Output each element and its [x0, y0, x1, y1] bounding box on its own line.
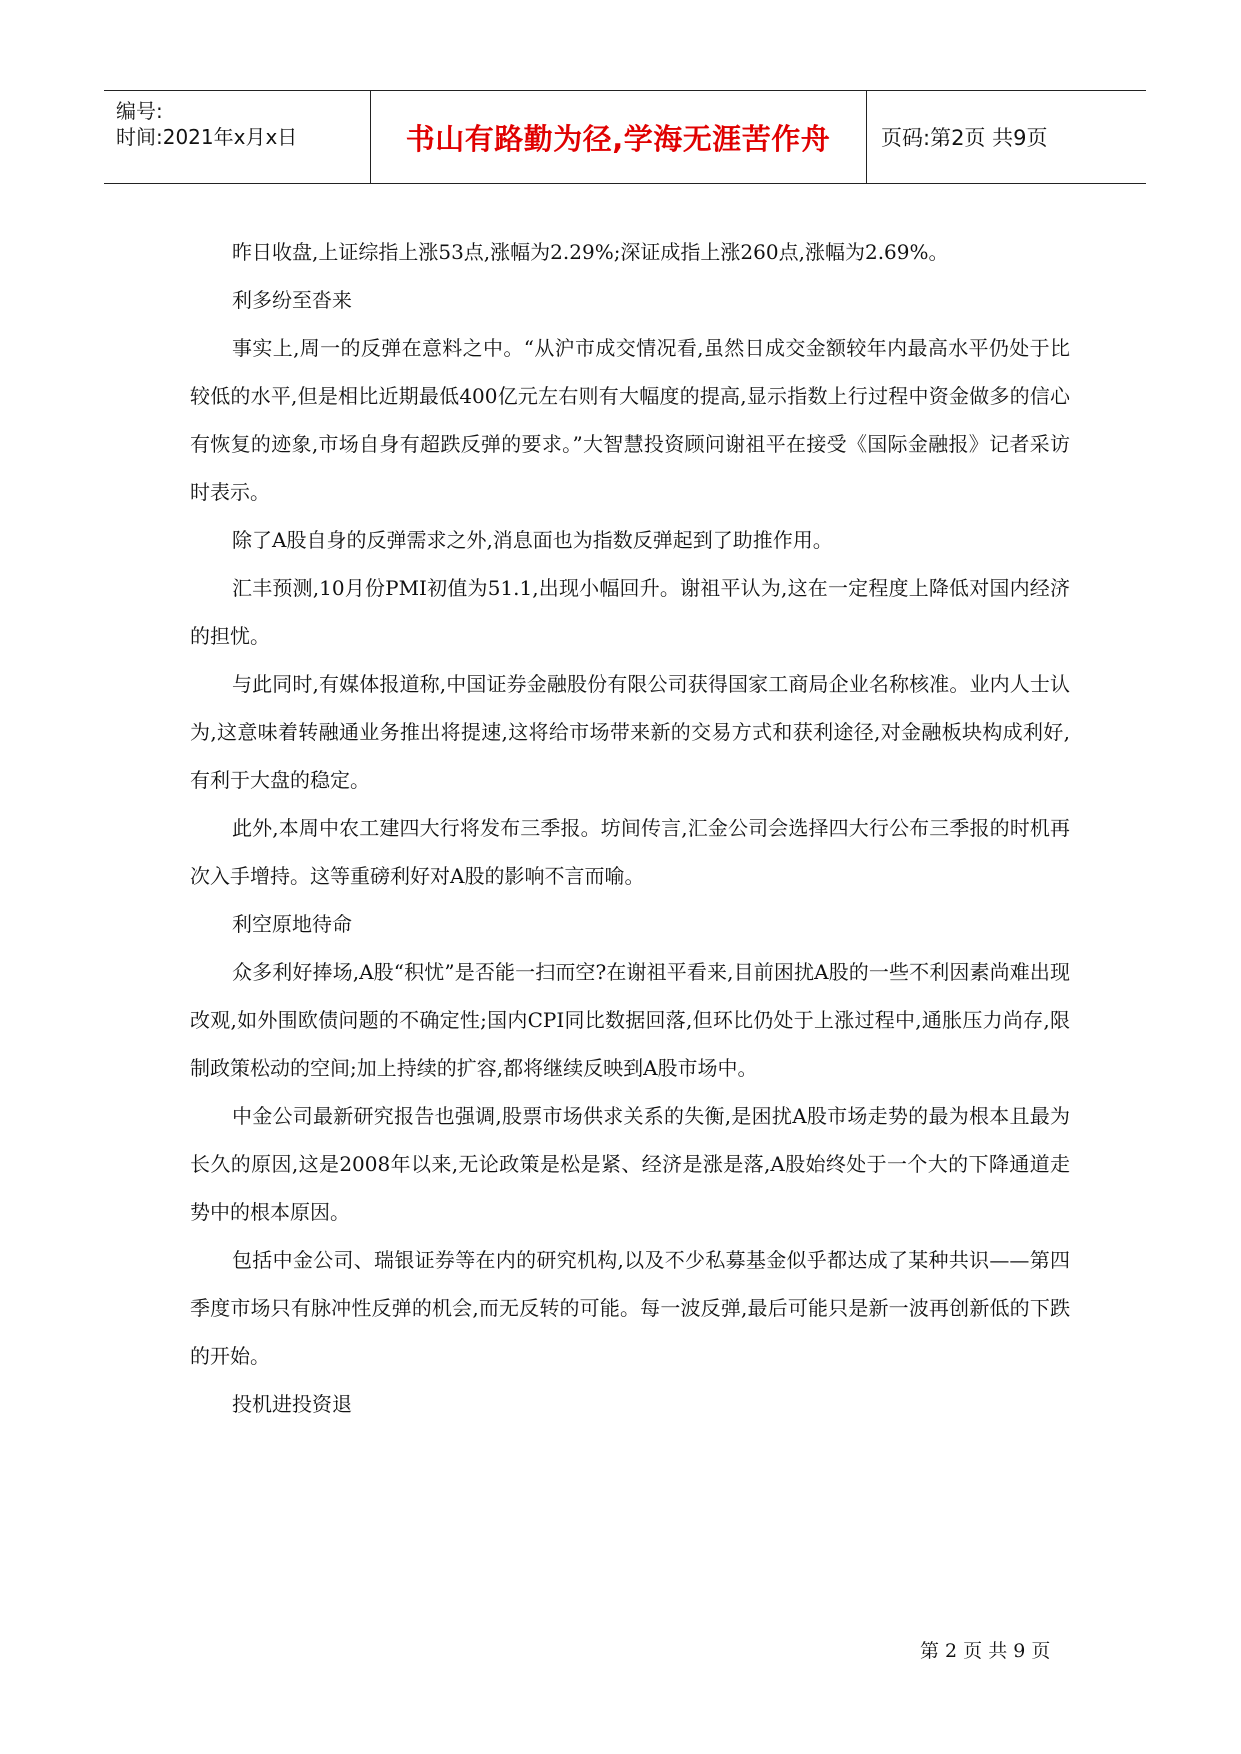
section-heading: 利多纷至沓来 — [232, 288, 352, 312]
page-header — [104, 90, 1146, 184]
body-paragraph: 与此同时,有媒体报道称,中国证券金融股份有限公司获得国家工商局企业名称核准。业内人士认为,这意味着转融通业务推出将提速,这将给市场带来新的交易方式和获利途径,对金融板块构成利好,有利于大盘的稳定。 — [190, 672, 1070, 792]
body-paragraph: 中金公司最新研究报告也强调,股票市场供求关系的失衡,是困扰A股市场走势的最为根本且最为长久的原因,这是2008年以来,无论政策是松是紧、经济是涨是落,A股始终处于一个大的下降通道走势中的根本原因。 — [190, 1104, 1070, 1224]
header-middle-cell — [370, 91, 867, 183]
section-heading: 利空原地待命 — [232, 912, 352, 936]
body-paragraph: 昨日收盘,上证综指上涨53点,涨幅为2.29%;深证成指上涨260点,涨幅为2.69%。 — [232, 240, 949, 264]
body-paragraph: 此外,本周中农工建四大行将发布三季报。坊间传言,汇金公司会选择四大行公布三季报的时机再次入手增持。这等重磅利好对A股的影响不言而喻。 — [190, 816, 1070, 888]
body-paragraph: 汇丰预测,10月份PMI初值为51.1,出现小幅回升。谢祖平认为,这在一定程度上降低对国内经济的担忧。 — [190, 576, 1070, 648]
header-motto: 书山有路勤为径,学海无涯苦作舟 — [405, 122, 831, 156]
header-left-cell — [104, 91, 371, 183]
page-footer: 第 2 页 共 9 页 — [920, 1640, 1051, 1662]
document-number-label: 编号: — [116, 99, 163, 123]
document-body — [190, 228, 1070, 1428]
body-paragraph: 包括中金公司、瑞银证券等在内的研究机构,以及不少私募基金似乎都达成了某种共识——第四季度市场只有脉冲性反弹的机会,而无反转的可能。每一波反弹,最后可能只是新一波再创新低的下跌的开始。 — [190, 1248, 1070, 1368]
body-paragraph: 事实上,周一的反弹在意料之中。“从沪市成交情况看,虽然日成交金额较年内最高水平仍处于比较低的水平,但是相比近期最低400亿元左右则有大幅度的提高,显示指数上行过程中资金做多的信心有恢复的迹象,市场自身有超跌反弹的要求。”大智慧投资顾问谢祖平在接受《国际金融报》记者采访时表示。 — [190, 336, 1070, 504]
document-time-label: 时间:2021年x月x日 — [116, 125, 298, 149]
header-page-info: 页码:第2页 共9页 — [881, 126, 1048, 150]
body-paragraph: 众多利好捧场,A股“积忧”是否能一扫而空?在谢祖平看来,目前困扰A股的一些不利因素尚难出现改观,如外围欧债问题的不确定性;国内CPI同比数据回落,但环比仍处于上涨过程中,通胀压力尚存,限制政策松动的空间;加上持续的扩容,都将继续反映到A股市场中。 — [190, 960, 1070, 1080]
header-right-cell — [867, 91, 1146, 183]
body-paragraph: 除了A股自身的反弹需求之外,消息面也为指数反弹起到了助推作用。 — [232, 528, 833, 552]
section-heading: 投机进投资退 — [232, 1392, 352, 1416]
